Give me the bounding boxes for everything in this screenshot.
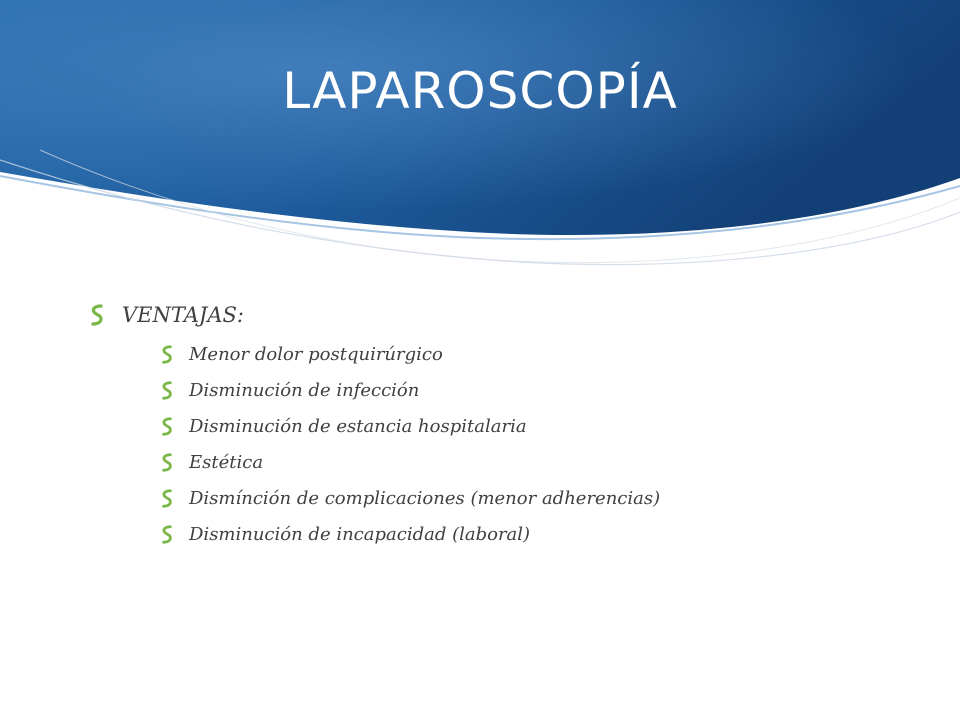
leaf-s-bullet-icon bbox=[161, 381, 173, 400]
bullet-item-incapacidad bbox=[90, 516, 910, 552]
bullet-item-ventajas bbox=[90, 298, 910, 332]
bullet-item-estetica bbox=[90, 444, 910, 480]
leaf-s-bullet-icon bbox=[161, 345, 173, 364]
bullet-item-infeccion bbox=[90, 372, 910, 408]
leaf-s-bullet-icon bbox=[161, 453, 173, 472]
leaf-s-bullet-icon bbox=[90, 304, 104, 326]
leaf-s-bullet-icon bbox=[161, 489, 173, 508]
bullet-label: Disminución de estancia hospitalaria bbox=[189, 415, 527, 437]
bullet-label: Estética bbox=[189, 451, 264, 473]
bullet-label: VENTAJAS: bbox=[122, 303, 244, 327]
bullet-item-estancia bbox=[90, 408, 910, 444]
leaf-s-bullet-icon bbox=[161, 525, 173, 544]
bullet-label: Dismínción de complicaciones (menor adherencias) bbox=[189, 487, 661, 509]
slide-title: LAPAROSCOPÍA bbox=[282, 62, 678, 120]
bullet-item-complicaciones bbox=[90, 480, 910, 516]
bullet-list bbox=[90, 298, 910, 552]
leaf-s-bullet-icon bbox=[161, 417, 173, 436]
bullet-label: Disminución de incapacidad (laboral) bbox=[189, 523, 531, 545]
bullet-label: Menor dolor postquirúrgico bbox=[189, 343, 443, 365]
bullet-item-menor-dolor bbox=[90, 336, 910, 372]
bullet-label: Disminución de infección bbox=[189, 379, 420, 401]
